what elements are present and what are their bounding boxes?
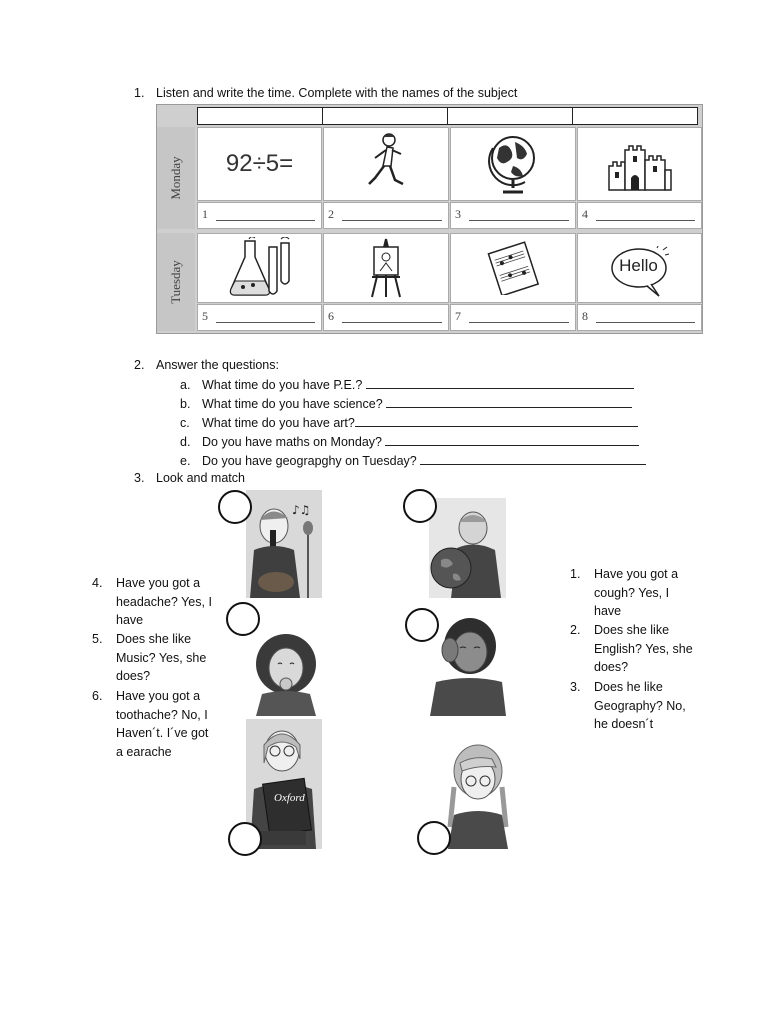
answer-line-6[interactable]: 6 xyxy=(323,304,449,331)
cell-picture-4 xyxy=(577,127,702,201)
answer-line-5[interactable]: 5 xyxy=(197,304,322,331)
answer-line-7[interactable]: 7 xyxy=(450,304,576,331)
globe-icon xyxy=(485,132,541,196)
speech-bubble-icon: Hello xyxy=(609,246,671,290)
statement-3: 3. Does he like Geography? No, he doesn´t xyxy=(570,680,686,732)
cell-picture-8 xyxy=(577,233,702,303)
time-field-1[interactable] xyxy=(198,108,323,124)
answer-blank-e[interactable] xyxy=(420,453,646,465)
running-boy-icon xyxy=(361,132,411,196)
answer-blank-c[interactable] xyxy=(355,415,638,427)
time-header-row xyxy=(197,107,698,125)
timetable xyxy=(156,104,703,334)
answer-blank-d[interactable] xyxy=(385,434,639,446)
cell-picture-5 xyxy=(197,233,322,303)
statement-2: 2. Does she like English? Yes, she does? xyxy=(570,623,693,675)
easel-icon xyxy=(366,237,406,299)
picture-music-boy xyxy=(246,490,322,598)
statement-5: 5. Does she like Music? Yes, she does? xyxy=(92,632,207,684)
match-circle-2[interactable] xyxy=(403,489,437,523)
match-circle-4[interactable] xyxy=(405,608,439,642)
time-field-3[interactable] xyxy=(448,108,573,124)
picture-geography-boy xyxy=(429,498,506,598)
exercise-3-title: 3. Look and match xyxy=(134,471,245,485)
match-circle-6[interactable] xyxy=(417,821,451,855)
answer-line-1[interactable]: 1 xyxy=(197,202,322,229)
exercise-2-title: 2. Answer the questions: xyxy=(134,358,279,372)
statement-4: 4. Have you got a headache? Yes, I have xyxy=(92,576,212,628)
day-label-monday: Monday xyxy=(157,127,195,229)
answer-blank-a[interactable] xyxy=(366,377,634,389)
question-d: d. Do you have maths on Monday? xyxy=(180,434,639,449)
answer-line-3[interactable]: 3 xyxy=(450,202,576,229)
cell-picture-2 xyxy=(323,127,449,201)
question-b: b. What time do you have science? xyxy=(180,396,632,411)
cell-picture-7 xyxy=(450,233,576,303)
answer-line-4[interactable]: 4 xyxy=(577,202,702,229)
match-circle-3[interactable] xyxy=(226,602,260,636)
question-e: e. Do you have geograpghy on Tuesday? xyxy=(180,453,646,468)
statement-1: 1. Have you got a cough? Yes, I have xyxy=(570,567,679,619)
time-field-2[interactable] xyxy=(323,108,448,124)
answer-line-2[interactable]: 2 xyxy=(323,202,449,229)
svg-text:Oxford: Oxford xyxy=(274,792,305,804)
question-c: c. What time do you have art? xyxy=(180,415,638,430)
match-circle-1[interactable] xyxy=(218,490,252,524)
time-field-4[interactable] xyxy=(573,108,697,124)
lab-flask-icon xyxy=(225,237,295,299)
question-a: a. What time do you have P.E.? xyxy=(180,377,634,392)
cell-picture-6 xyxy=(323,233,449,303)
day-label-tuesday: Tuesday xyxy=(157,233,195,331)
exercise-1-title: 1. Listen and write the time. Complete with the names of the subject xyxy=(134,86,518,100)
answer-blank-b[interactable] xyxy=(386,396,632,408)
cell-picture-1 xyxy=(197,127,322,201)
statement-6: 6. Have you got a toothache? No, I Haven´t. I´ve got a earache xyxy=(92,689,209,759)
picture-cough-girl xyxy=(246,630,326,716)
cell-picture-3 xyxy=(450,127,576,201)
answer-line-8[interactable]: 8 xyxy=(577,304,702,331)
picture-fever-girl xyxy=(440,737,516,849)
castle-icon xyxy=(605,136,675,192)
math-equation: 92÷5= xyxy=(225,150,294,177)
sheet-music-icon xyxy=(486,241,540,295)
match-circle-5[interactable] xyxy=(228,822,262,856)
svg-text:♪♫: ♪♫ xyxy=(292,503,311,517)
